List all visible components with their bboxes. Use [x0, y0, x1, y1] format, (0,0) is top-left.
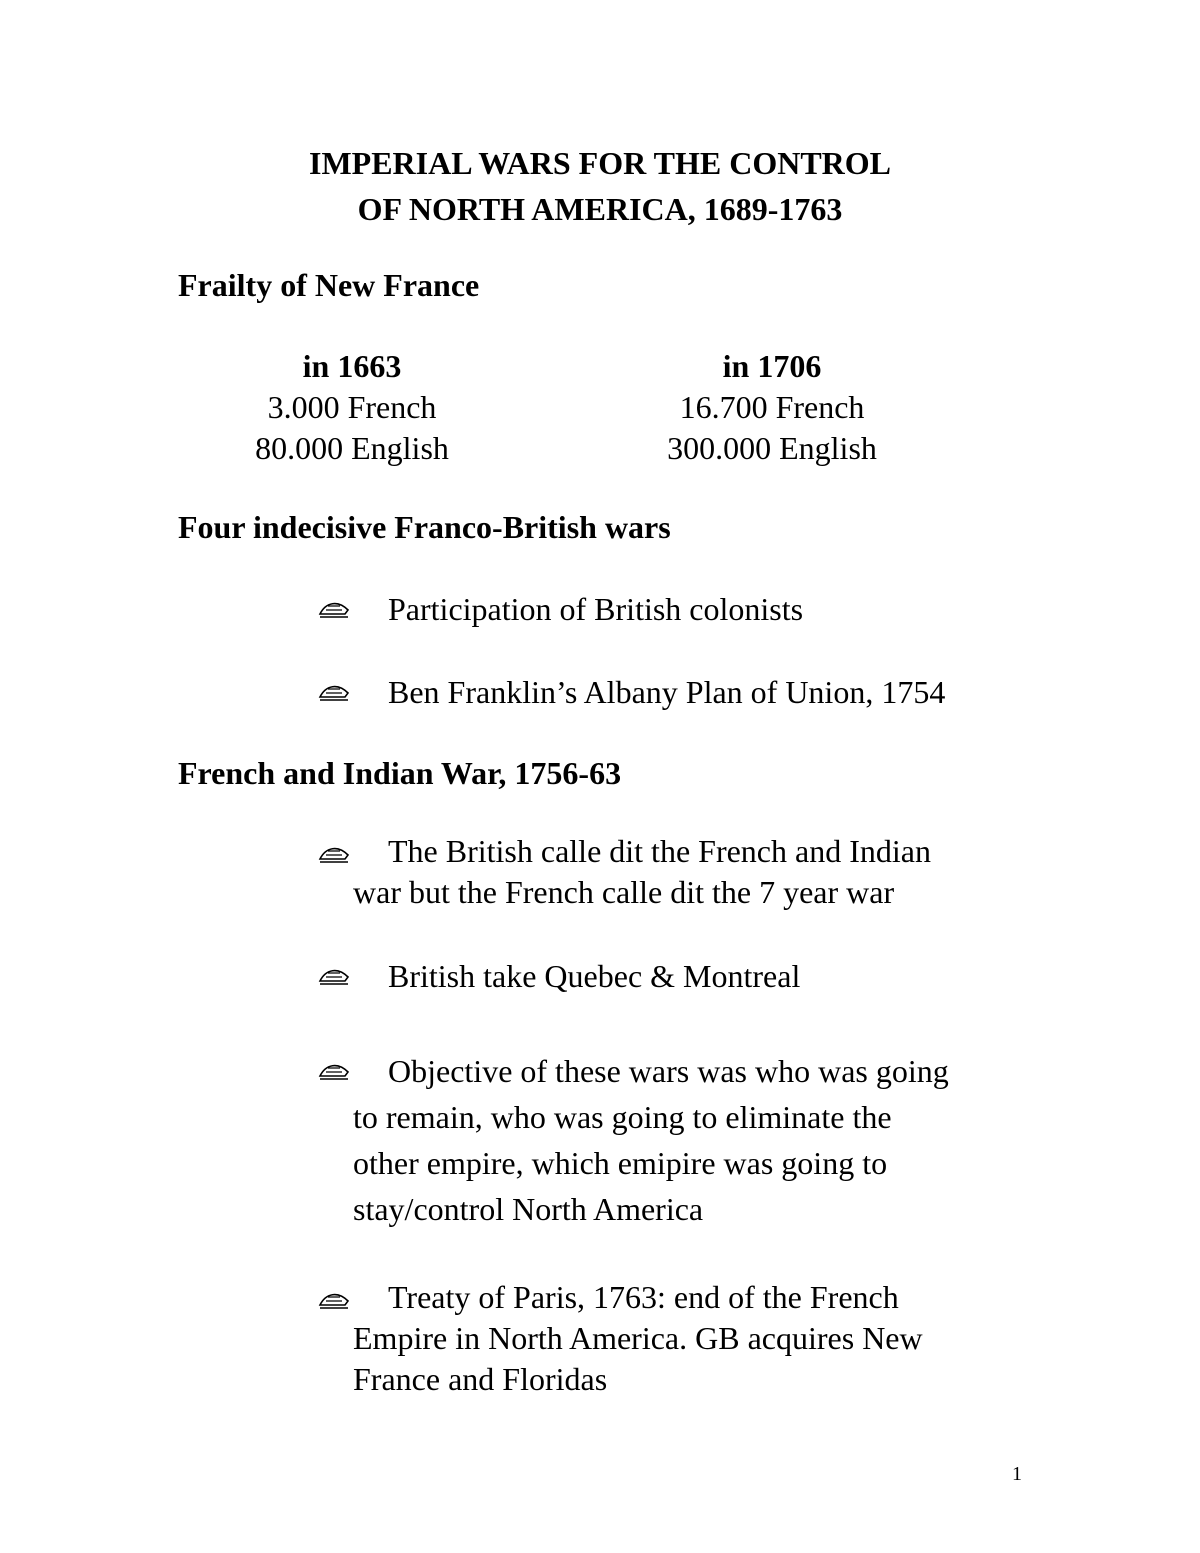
heading-four-indecisive-wars: Four indecisive Franco-British wars	[178, 509, 671, 545]
bullet-text: Ben Franklin’s Albany Plan of Union, 1754	[388, 674, 946, 710]
bullet-text-continued: stay/control North America	[353, 1191, 704, 1227]
bullet-text-continued: war but the French calle dit the 7 year war	[353, 874, 895, 910]
bullet-item	[318, 669, 1018, 715]
writing-hand-icon	[318, 843, 350, 865]
bullet-item	[318, 831, 1018, 913]
bullet-text: The British calle dit the French and Indian	[388, 833, 931, 869]
writing-hand-icon	[318, 681, 350, 703]
year-label: in 1663	[302, 348, 402, 384]
writing-hand-icon	[318, 1060, 350, 1082]
bullet-text: British take Quebec & Montreal	[388, 958, 801, 994]
population-column-1706	[642, 346, 902, 469]
bullet-text: Objective of these wars was who was going	[388, 1053, 949, 1089]
french-population: 16.700 French	[679, 389, 865, 425]
bullet-text-continued: Empire in North America. GB acquires New	[353, 1320, 923, 1356]
bullet-item	[318, 953, 1018, 999]
english-population: 80.000 English	[255, 430, 449, 466]
title-line-2: OF NORTH AMERICA, 1689-1763	[357, 191, 843, 227]
bullet-text-continued: France and Floridas	[353, 1361, 608, 1397]
bullet-text-continued: other empire, which emipire was going to	[353, 1145, 888, 1181]
bullet-item	[318, 1048, 1018, 1232]
bullet-text: Treaty of Paris, 1763: end of the French	[388, 1279, 899, 1315]
writing-hand-icon	[318, 965, 350, 987]
title-line-1: IMPERIAL WARS FOR THE CONTROL	[308, 145, 892, 181]
bullet-text: Participation of British colonists	[388, 591, 804, 627]
french-population: 3.000 French	[267, 389, 437, 425]
population-column-1663	[222, 346, 482, 469]
writing-hand-icon	[318, 598, 350, 620]
document-title	[0, 143, 1200, 229]
bullet-text-continued: to remain, who was going to eliminate the	[353, 1099, 892, 1135]
year-label: in 1706	[722, 348, 822, 384]
heading-french-and-indian-war: French and Indian War, 1756-63	[178, 755, 622, 791]
page-number: 1	[1012, 1463, 1022, 1485]
heading-frailty-of-new-france: Frailty of New France	[178, 267, 480, 303]
writing-hand-icon	[318, 1289, 350, 1311]
english-population: 300.000 English	[667, 430, 877, 466]
bullet-item	[318, 586, 1018, 632]
bullet-item	[318, 1277, 1018, 1400]
